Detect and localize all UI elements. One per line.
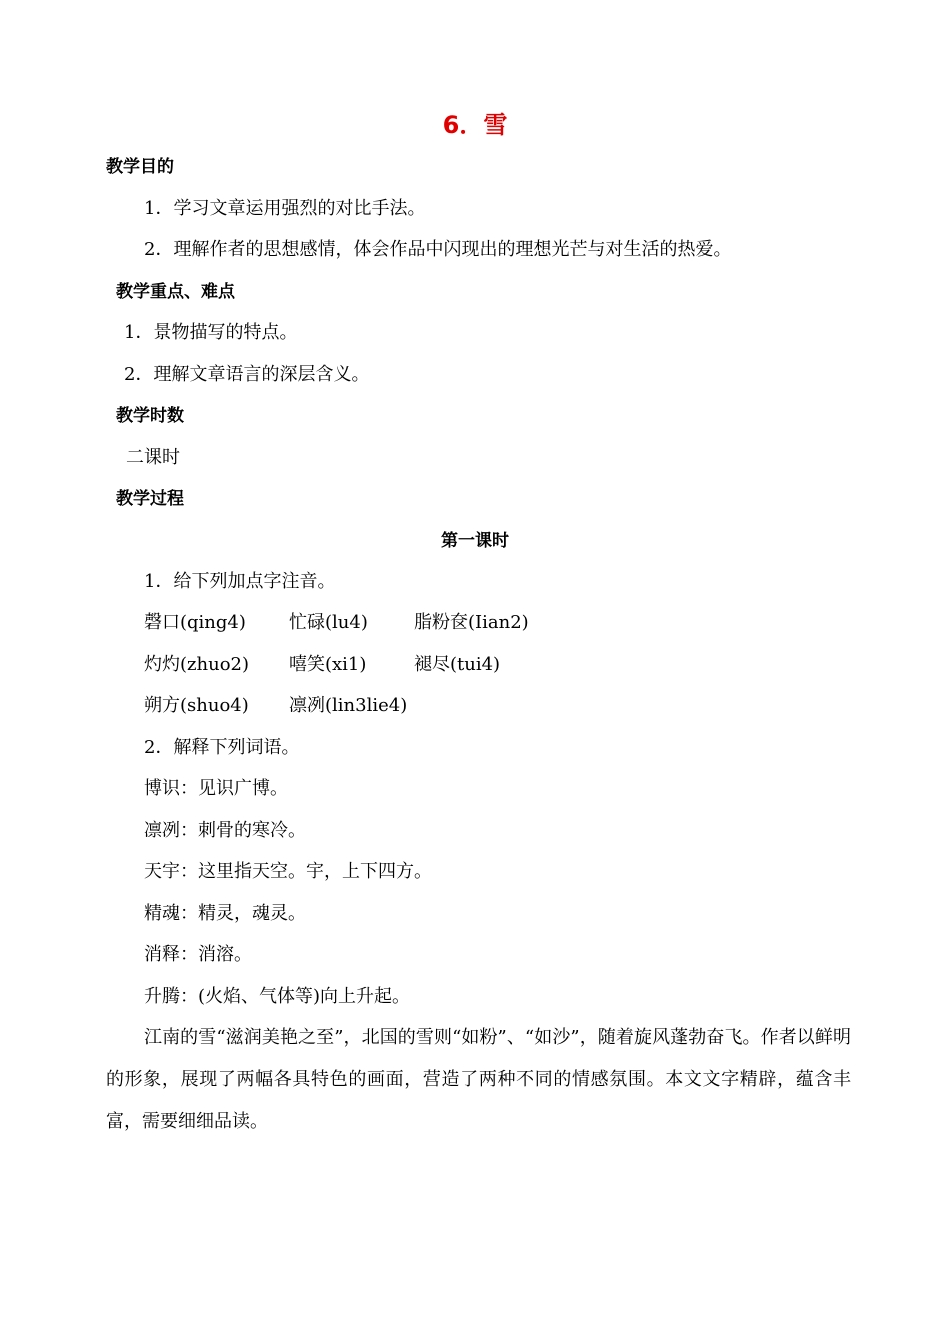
pinyin-item: 朔方(shuo4) — [144, 695, 249, 716]
pinyin-item: 磬口(qing4) — [144, 612, 246, 633]
hours-value: 二课时 — [126, 447, 180, 468]
definition-item: 凛冽：刺骨的寒冷。 — [144, 820, 306, 841]
task-2: 2．解释下列词语。 — [144, 737, 300, 758]
section-heading-hours: 教学时数 — [116, 406, 184, 426]
objective-item: 1．学习文章运用强烈的对比手法。 — [144, 198, 426, 219]
pinyin-item: 褪尽(tui4) — [414, 654, 501, 675]
section-heading-process: 教学过程 — [116, 489, 184, 509]
pinyin-item: 嘻笑(xi1) — [289, 654, 367, 675]
key-point-item: 1．景物描写的特点。 — [124, 322, 298, 343]
pinyin-item: 脂粉奁(Iian2) — [414, 612, 529, 633]
page-title: 6．雪 — [442, 111, 508, 139]
key-point-item: 2．理解文章语言的深层含义。 — [124, 364, 370, 385]
summary-paragraph: 江南的雪“滋润美艳之至”，北国的雪则“如粉”、“如沙”，随着旋风蓬勃奋飞。作者以鲜明的形象，展现了两幅各具特色的画面，营造了两种不同的情感氛围。本文文字精辟，蕴含丰富，需要细细品读。 — [106, 1027, 851, 1132]
section-heading-key-points: 教学重点、难点 — [116, 282, 235, 302]
definition-item: 精魂：精灵，魂灵。 — [144, 903, 306, 924]
pinyin-item: 忙碌(lu4) — [289, 612, 368, 633]
objective-item: 2．理解作者的思想感情，体会作品中闪现出的理想光芒与对生活的热爱。 — [144, 239, 732, 260]
definition-item: 天宇：这里指天空。宇，上下四方。 — [144, 861, 432, 882]
section-heading-objectives: 教学目的 — [106, 157, 174, 177]
lesson-heading: 第一课时 — [441, 531, 509, 551]
definition-item: 博识：见识广博。 — [144, 778, 288, 799]
pinyin-item: 凛冽(lin3lie4) — [289, 695, 408, 716]
task-1: 1．给下列加点字注音。 — [144, 571, 336, 592]
pinyin-item: 灼灼(zhuo2) — [144, 654, 250, 675]
definition-item: 消释：消溶。 — [144, 944, 252, 965]
definition-item: 升腾：(火焰、气体等)向上升起。 — [144, 986, 411, 1007]
